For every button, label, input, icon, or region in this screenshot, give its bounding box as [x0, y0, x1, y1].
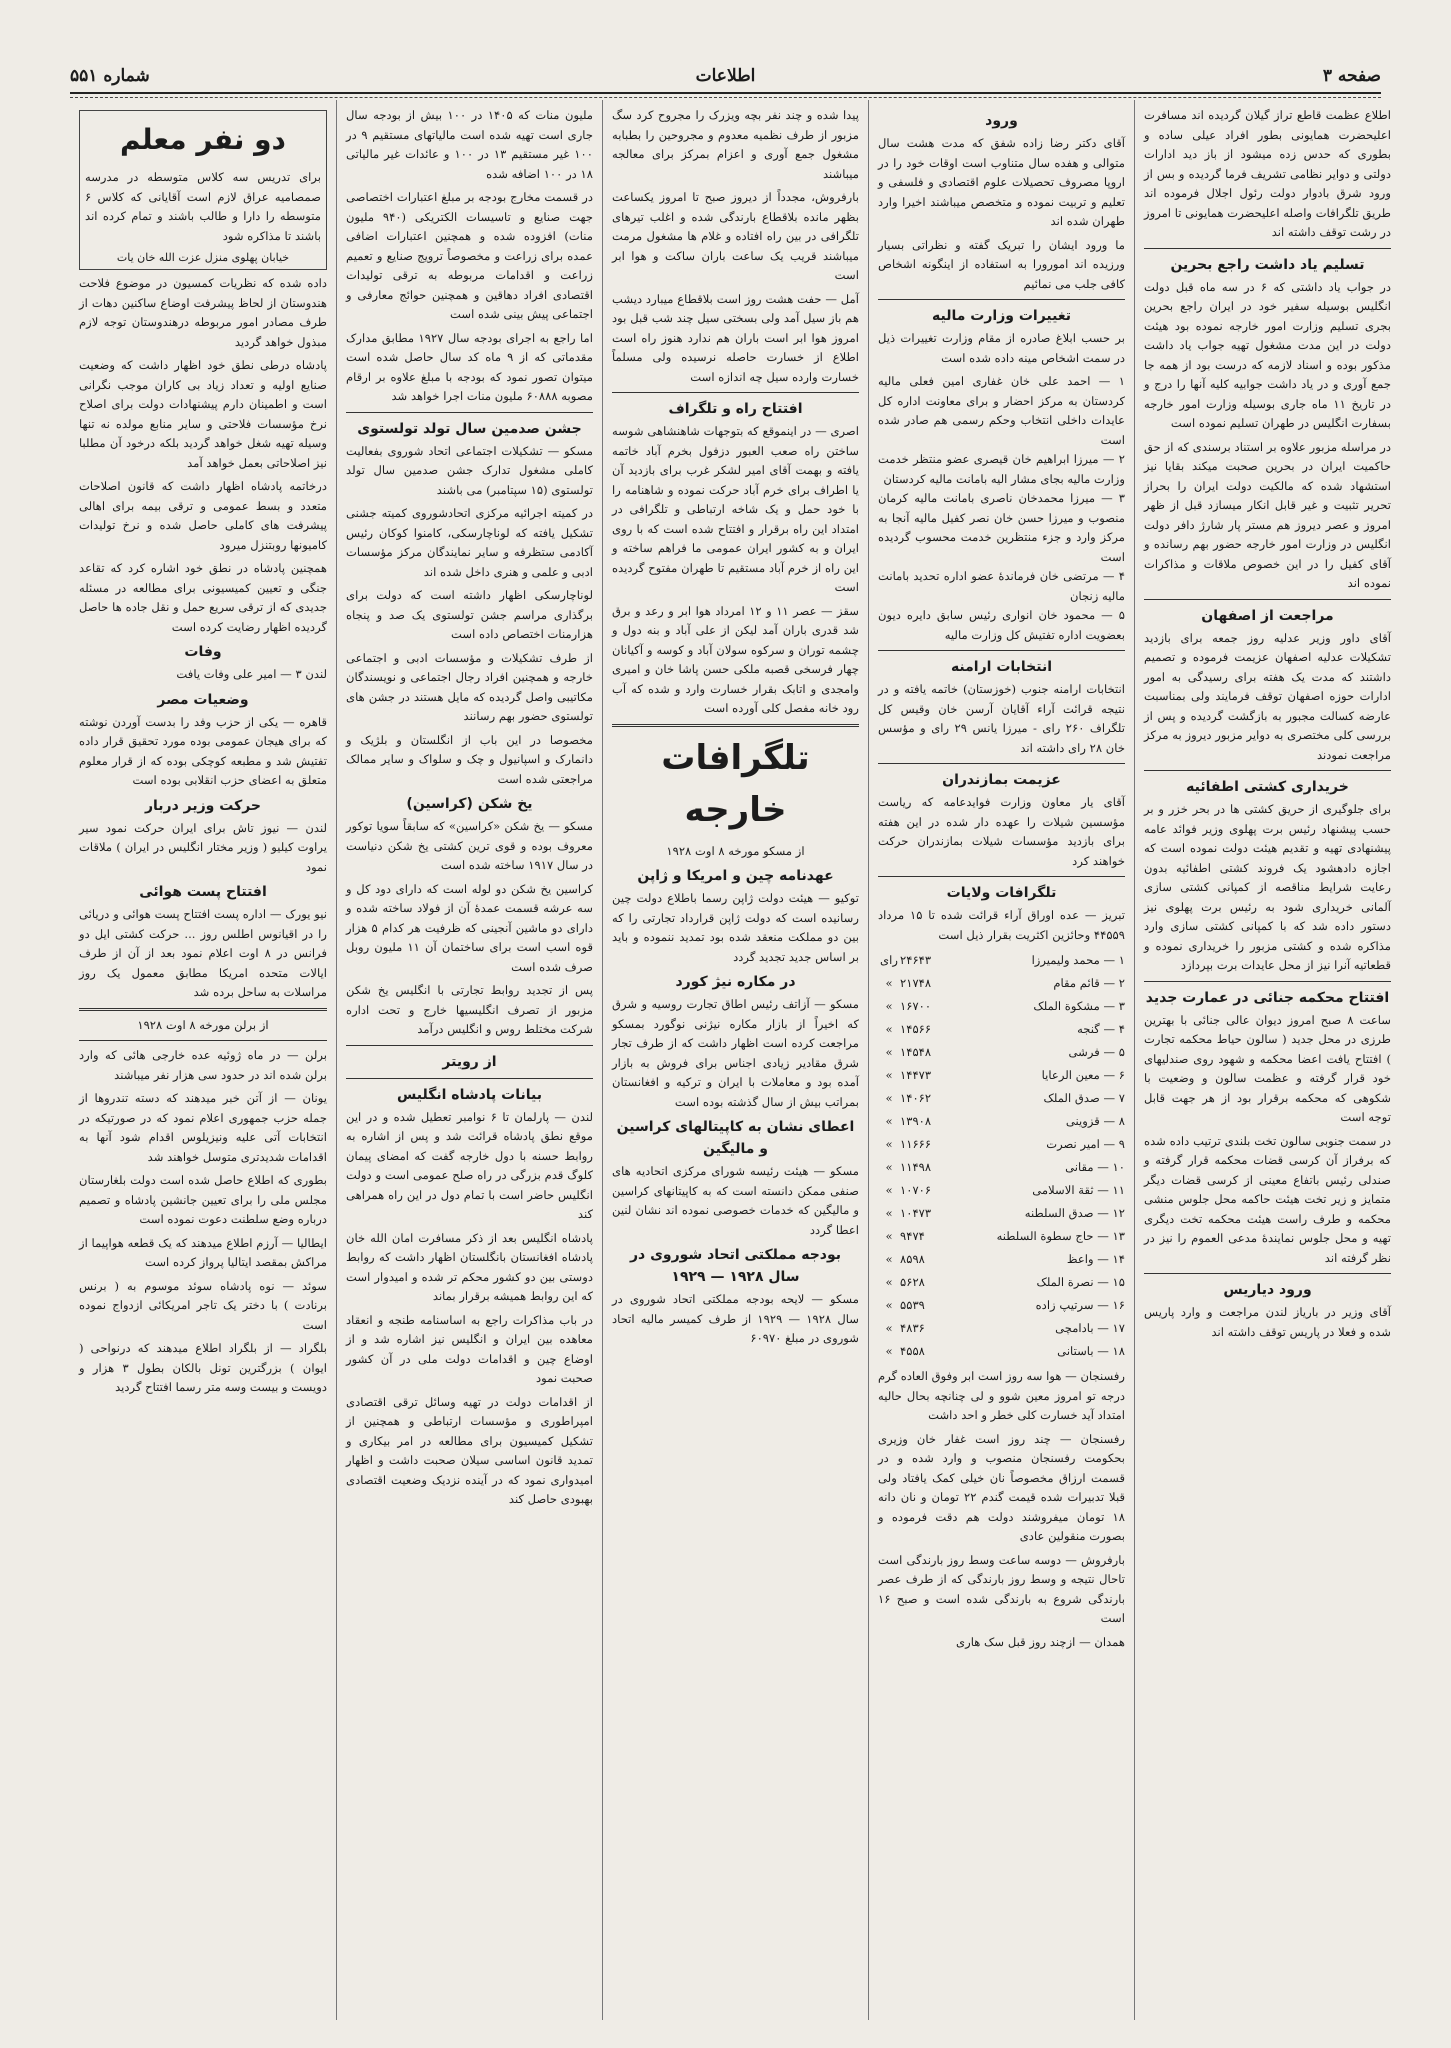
article-finance: بر حسب ابلاغ صادره از مقام وزارت تغییرات ذیل در سمت اشخاص مینه داده شده است: [878, 331, 1125, 365]
article-kings-speech-4: از اقدامات دولت در تهیه وسائل ترقی اقتصادی امپراطوری و مؤسسات ارتباطی و همچنین از تشکیل کمیسیون برای مطالعه در امر بیکاری و تمدید قانون اساسی سیلان صحبت داشت و اظهار امیدواری نمود که در آینده نزدیک وضعیت اقتصادی بهبودی حاصل کند: [346, 1394, 593, 1506]
vote-unit: »: [885, 1160, 893, 1174]
vote-count: ۵۵۳۹: [900, 1298, 925, 1312]
candidate-name: ۵ — فرشی: [1068, 1045, 1125, 1059]
article-tolstoy-2: در کمیته اجرائیه مرکزی اتحادشوروی کمیته جشنی تشکیل یافته که لوناچارسکی، کامنوا کوکان رئیس آکادمی ستظرفه و سایر نمایندگان مرکز مؤسسات ادبی و علمی و هنری داخل شده اند: [346, 506, 593, 579]
vote-count: ۱۳۹۰۸: [900, 1114, 932, 1128]
article-main-2: پادشاه درطی نطق خود اظهار داشت که وضعیت صنایع اولیه و تعداد زیاد بی کاران موجب نگرانی است و اطمینان دارم پیشنهادات دولت برای اصلاح نرخ مؤسسات فلاحتی و سایر منابع مولده نه تنها وسیله تهیه شغل خواهد گردید بلکه درخود آن مطلبا نیز اصلاحاتی بعمل خواهد آمد: [79, 358, 327, 470]
vote-row: [878, 1317, 1125, 1340]
votes-list: [878, 949, 1125, 1363]
headline-isfahan: مراجعت از اصفهان: [1201, 607, 1334, 624]
headline-wafat: وفات: [184, 644, 222, 660]
candidate-name: ۳ — مشکوة الملک: [1033, 999, 1125, 1013]
vote-unit: »: [885, 1321, 893, 1335]
candidate-name: ۱۲ — صدق السلطنه: [1024, 1206, 1125, 1220]
vote-row: [878, 1294, 1125, 1317]
article-bahrain: در جواب یاد داشتی که ۶ در سه ماه قبل دولت انگلیس بوسیله سفیر خود در ایران راجع بحرین بجری تسلیم وزارت امور خارجه نموده بود هیئت دولت در این مدت مشغول تهیه جواب یاد داشت مذکور بوده و اسناد لازمه که درست بود از همه جا جمع آوری و در یاد داشت جوابیه کلیه آنها را درج و در تاریخ ۱۱ ماه جاری بوسیله وزارت امور خارجه بسفارت انگلیس در طهران تسلیم نموده است: [1144, 279, 1392, 430]
headline-teachers: دو نفر معلم: [120, 123, 286, 156]
divider: [79, 1040, 327, 1041]
article-bahrain-2: در مراسله مزبور علاوه بر استناد برسندی که از حق حاکمیت ایران در بحرین صحبت میکند بقایا نیز استشهاد شده که مالکیت دولت ایران را بحراز تحریر تثبیت و غیر قابل انکار میسازد قبل از ظهر امروز و عصر دیروز هم مستر پار شارژ دافر دولت انگلیس در وزارت امور خارجه حضور بهم رسانده و آقای کفیل را در این خصوص ملاقات و مذاکرات نموده اند: [1144, 439, 1391, 590]
candidate-name: ۱۰ — مقانی: [1065, 1160, 1125, 1174]
headline-telegrams: تلگرافات ولایات: [946, 885, 1057, 901]
article-intro: اطلاع عظمت قاطع تراز گیلان گردیده اند مسافرت اعلیحضرت همایونی بطور افراد عیلی ساده و بطوری که حدس زده میشود از باز دید ادارات دولتی و دوایر نظامی تشریف فرما گردیده و بس از ورود شرق بادوار دولت رئول اجلال فرموده اند طریق تلگرافات واصله اعلیحضرت همایونی تا امروز در رشت توقف داشته اند: [1144, 108, 1391, 239]
divider: [1144, 981, 1391, 982]
candidate-name: ۱۵ — نصرة الملک: [1036, 1275, 1125, 1289]
vote-unit: »: [885, 1068, 893, 1082]
divider: [878, 650, 1125, 651]
vote-row: [878, 1340, 1125, 1363]
vote-count: ۵۶۲۸: [900, 1275, 925, 1289]
article-budget: مسکو — لایحه بودجه مملکتی اتحاد شوروی در سال ۱۹۲۸ — ۱۹۲۹ از طرف کمیسر مالیه اتحاد شوروی در مبلغ ۶۰۹۷۰: [612, 1292, 860, 1345]
headline-treaty: عهدنامه چین و امریکا و ژاپن: [637, 868, 834, 884]
divider: [612, 724, 859, 727]
headline-medals: اعطای نشان به کاپیتالهای کراسین و مالیگین: [616, 1119, 855, 1157]
divider: [346, 1078, 593, 1079]
vote-count: ۱۶۷۰۰: [900, 999, 932, 1013]
vote-count: ۱۴۴۷۳: [900, 1068, 932, 1082]
article-main-3: درخاتمه پادشاه اظهار داشت که قانون اصلاحات متعدد و بسط عمومی و ترقی بیمه برای اهالی پیشرفت های کاملی حاصل شده و نرخ تولیدات کامیونها روبتنزل میرود: [79, 479, 327, 552]
headline-armenian: انتخابات ارامنه: [950, 659, 1053, 675]
vote-unit: »: [885, 1252, 893, 1266]
candidate-name: ۴ — گنجه: [1077, 1022, 1125, 1036]
headline-finance: تغییرات وزارت مالیه: [932, 308, 1071, 324]
vote-unit: »: [885, 1091, 893, 1105]
candidate-name: ۱۱ — ثقة الاسلامی: [1032, 1183, 1125, 1197]
vote-row: [878, 1064, 1125, 1087]
ad-teachers-address: خیابان پهلوی منزل عزت الله خان یات: [116, 251, 290, 264]
headline-fair: در مکاره نیژ کورد: [675, 974, 796, 990]
vote-unit: »: [885, 1022, 893, 1036]
divider: [1144, 248, 1391, 249]
vote-unit: »: [885, 1229, 893, 1243]
vote-unit: »: [885, 1344, 893, 1358]
vote-count: ۱۱۴۹۸: [900, 1160, 932, 1174]
divider: [878, 763, 1125, 764]
vote-row: [878, 1179, 1125, 1202]
headline-arrival: ورود: [985, 113, 1018, 129]
page-label: صفحه ۳: [1322, 66, 1381, 86]
vote-row: [878, 972, 1125, 995]
article-fair: مسکو — آزاتف رئیس اطاق تجارت روسیه و شرق که اخیراً از بازار مکاره نیژنی نوگورد بمسکو مراجعت کرده است اظهار داشت که از طرف تجار شرق مقادیر زیادی اجناس برای فروش به بازار آمده بود و معاملات با ایران و ترکیه و افغانستان بمراتب بیش از سال گذشته بوده است: [612, 997, 859, 1109]
issue-number: شماره ۵۵۱: [70, 66, 150, 86]
article-berlin: برلن — در ماه ژوئیه عده خارجی هائی که وارد برلن شده اند در حدود سی هزار نفر میباشند: [79, 1048, 327, 1082]
headline-steamer: خریداری کشتی اطفائیه: [1186, 779, 1349, 795]
headline-budget: بودجه مملکتی اتحاد شوروی در سال ۱۹۲۸ — ۱۹۲۹: [629, 1247, 842, 1285]
vote-row: [878, 1133, 1125, 1156]
article-hamedan: همدان — ازچند روز قبل سک هاری: [956, 1634, 1125, 1649]
vote-count: ۱۰۴۷۳: [900, 1206, 932, 1220]
divider: [878, 299, 1125, 300]
column-5: [70, 100, 336, 2020]
paper-name: اطلاعات: [695, 66, 756, 86]
candidate-name: ۱ — محمد ولیمیرزا: [1031, 953, 1125, 967]
masthead-rule: [70, 92, 1381, 98]
divider: [612, 392, 859, 393]
candidate-name: ۹ — امیر نصرت: [1046, 1137, 1125, 1151]
column-3: [602, 100, 868, 2020]
divider: [79, 1008, 327, 1011]
article-belgrade: بلگراد — از بلگراد اطلاع میدهند که درنواحی ( ایوان ) بزرگترین تونل بالکان بطول ۳ هزار و دویست و بیست وسه متر رسما افتتاح گردید: [79, 1341, 327, 1394]
article-kings-speech-2: پادشاه انگلیس بعد از ذکر مسافرت امان الله خان پادشاه افغانستان بانگلستان اظهار داشت که روابط دوستی بین دو کشور محکم تر شده و امیدوار است که این روابط همیشه برقرار بماند: [346, 1230, 593, 1303]
vote-count: ۹۴۷۴: [900, 1229, 925, 1243]
headline-foreign-telegrams: تلگرافات خارجه: [661, 737, 810, 830]
article-court: ساعت ۸ صبح امروز دیوان عالی جنائی با بهترین طرزی در محل جدید ( سالون حیاط محکمه تجارت ) افتتاح یافت اعضا محکمه و شهود روی صندلیهای خود قرار گرفته و عظمت سالون و وضعیت با شکوهی که محکمه برقرار بود از هر جهت قابل توجه است: [1144, 1012, 1391, 1124]
candidate-name: ۶ — معین الرعایا: [1041, 1068, 1125, 1082]
vote-unit: »: [885, 1298, 893, 1312]
vote-unit: رای: [880, 953, 898, 967]
headline-mazandaran: عزیمت بمازندران: [942, 772, 1061, 788]
columns: [70, 100, 1400, 2020]
advertisement-teachers: [79, 110, 327, 270]
candidate-name: ۱۸ — باستانی: [1057, 1344, 1125, 1358]
candidate-name: ۱۴ — واعظ: [1066, 1252, 1125, 1266]
vote-count: ۸۵۹۸: [900, 1252, 925, 1266]
article-amol: آمل — حفت هشت روز است بلاقطاع میبارد دیشب هم باز سیل آمد ولی بسختی سیل چند شب قبل بود امروز هوا ابر است باران هم ندارد هنوز راه است اطلاع از خسارت حاصله نرسیده ولی مسلماً خسارت وارده سیل چه اندازه است: [612, 291, 859, 384]
article-armenian: انتخابات ارامنه جنوب (خوزستان) خاتمه یافته و در نتیجه قرائت آراء آقایان آرسن خان وقیس کل تلگراف ۲۶۰ رای - میرزا یانس ۲۹ رای و مؤسس خان ۲۸ رای داشته اند: [878, 682, 1125, 755]
divider: [1144, 1273, 1391, 1274]
vote-count: ۲۴۶۴۳: [900, 953, 932, 967]
divider: [1144, 770, 1391, 771]
article-kings-speech: لندن — پارلمان تا ۶ نوامبر تعطیل شده و در این موقع نطق پادشاه قرائت شد و پس از اشاره به روابط حسنه با دول خارجه گفت که امضای پیمان کلوگ قدم بزرگی در راه صلح عمومی است و دولت انگلیس حاضر است با تمام دول در این راه همراهی کند: [346, 1109, 593, 1221]
dateline-berlin: از برلن مورخه ۸ اوت ۱۹۲۸: [137, 1017, 269, 1032]
headline-egypt: وضعیات مصر: [157, 691, 249, 708]
candidate-name: ۷ — صدق الملک: [1043, 1091, 1125, 1105]
vote-row: [878, 995, 1125, 1018]
headline-court: افتتاح محکمه جنائی در عمارت جدید: [1145, 989, 1390, 1006]
article-icebreaker-3: پس از تجدید روابط تجارتی با انگلیس یخ شکن مزبور از تصرف انگلیسیها خارج و تحت اداره شرکت مختلط روس و انگلیس درآمد: [346, 983, 593, 1036]
vote-count: ۴۸۳۶: [900, 1321, 925, 1335]
vote-unit: »: [885, 1275, 893, 1289]
vote-row: [878, 1202, 1125, 1225]
article-tolstoy-3: لوناچارسکی اظهار داشته است که دولت برای برگذاری مراسم جشن تولستوی یک صد و پنجاه هزارمنات اختصاص داده است: [346, 588, 593, 641]
article-finance-items: ۱ — احمد علی خان غفاری امین فعلی مالیه کردستان به مرکز احضار و برای معاونت اداره کل عایدات داخلی انتخاب وحکم رسمی هم صادر شده است ۲ — میرزا ابراهیم خان قیصری عضو منتظر خدمت وزارت مالیه بجای مشار الیه بامانت مالیه کردستان ۳ — میرزا محمدخان ناصری بامانت مالیه کرمان منصوب و میرزا حسن خان نصر کفیل مالیه آنجا به مرکز وارد و جزء منتظرین خدمت محسوب گردیده است ۴ — مرتضی خان فرماندهٔ عضو اداره تحدید بامانت مالیه زنجان ۵ — محمود خان انواری رئیس سابق دایره دیون بعضویت اداره تفتیش کل وزارت مالیه: [878, 374, 1125, 642]
article-isfahan: آقای داور وزیر عدلیه روز جمعه برای بازدید تشکیلات عدلیه اصفهان عزیمت فرموده و تصمیم داشتند که مدت یک هفته برای رسیدگی به امور ادارات حوزه اصفهان توقف فرمایند ولی بمناسبت عارضه کسالت مجبور به بازگشت گردیده و پس از بررسی کلی مختصری به دوایر مزبور دیروز به مرکز مراجعت نمودند: [1144, 630, 1391, 762]
article-sweden: سوئد — نوه پادشاه سوئد موسوم به ( برنس برنادت ) با دختر یک تاجر امریکائی ازدواج نموده است: [79, 1278, 327, 1332]
vote-unit: »: [885, 976, 893, 990]
vote-count: ۲۱۷۴۸: [900, 976, 932, 990]
vote-row: [878, 1271, 1125, 1294]
vote-count: ۱۴۰۶۲: [900, 1091, 932, 1105]
article-rafsanjan-2: رفسنجان — چند روز است غفار خان وزیری بحکومت رفسنجان منصوب و وارد شده و در قسمت ارزاق مخصوصاً نان خیلی کمک یافتاد ولی قبلا تدبیرات شده قیمت گندم ۲۲ تومان و نان دانه ۱۸ تومان میفروشند دولت هم دقت فرموده و بصورت منقولین عادی: [878, 1431, 1125, 1543]
article-vizier: لندن — نیوز تاش برای ایران حرکت نمود سیر یراوت کیلیو ( وزیر مختار انگلیس در ایران ) ملاقات نمود: [79, 820, 327, 874]
article-airmail: نیو یورک — اداره پست افتتاح پست هوائی و دریائی را در اقیانوس اطلس روز ... حرکت کشتی ایل دو فرانس در ۸ اوت اعلام نمود بعد از آن از طرف ایالات متحده امریکا مطابق معمول یک روز مراسلات به ساحل برده شد: [79, 907, 327, 999]
article-medals: مسکو — هیئت رئیسه شورای مرکزی اتحادیه های صنفی ممکن دانسته است که به کاپیتانهای کراسین و مالیگین که خدمات خصوصی نموده اند نشان لنین اعطا گردد: [612, 1164, 859, 1237]
article-bulgaria: بطوری که اطلاع حاصل شده است دولت بلغارستان مجلس ملی را برای تعیین جانشین پادشاه و تصمیم درباره وضع سلطنت دعوت نموده است: [79, 1173, 327, 1226]
column-4: [336, 100, 602, 2020]
vote-unit: »: [885, 1206, 893, 1220]
ad-teachers-text: برای تدریس سه کلاس متوسطه در مدرسه صمصامیه عراق لازم است آقایانی که کلاس ۶ متوسطه را دارا و طالب باشند و تمام کرده اند باشند تا مذاکره شود: [85, 170, 321, 243]
vote-count: ۴۵۵۸: [900, 1344, 925, 1358]
candidate-name: ۸ — قزوینی: [1065, 1114, 1125, 1128]
article-italy: ایطالیا — آرزم اطلاع میدهند که یک قطعه هواپیما از مراکش بمقصد ایتالیا پرواز کرده است: [79, 1235, 327, 1269]
divider: [1144, 599, 1391, 600]
article-rafsanjan: رفسنجان — هوا سه روز است ابر وفوق العاده گرم درجه تو امروز معین شوو و لی چنانچه بحال حالیه امتداد آید خسارت کلی خطر و احد داشت: [878, 1369, 1125, 1422]
article-budget-3: اما راجع به اجرای بودجه سال ۱۹۲۷ مطابق مدارک مقدماتی که از ۹ ماه کد سال حاصل شده است میتوان تصور نمود که بودجه با مبلغ علاوه بر ارقام مصوبه ۶۰۸۸۸ ملیون منات اجرا خواهد شد: [346, 330, 593, 403]
article-visitor: آقای وزیر در باریاز لندن مراجعت و وارد پاریس شده و فعلا در پاریس توقف داشته اند: [1144, 1305, 1391, 1339]
article-court-2: در سمت جنوبی سالون تخت بلندی ترتیب داده شده که برفراز آن کرسی قضات محکمه قرار گرفته و صندلی رئیس باتفاع معینی از کرسی قضات دیگر متمایز و زیر تخت هیئت حاکمه محل جلوس منشی محکمه و طرف راست هیئت محکمه تخت دیگری تهیه و محل جلوس نمایندهٔ مدعی العموم را نیز در نظر گرفته اند: [1144, 1133, 1391, 1265]
article-main: داده شده که نظریات کمسیون در موضوع فلاحت هندوستان از لحاظ پیشرفت اوضاع ساکنین دهات از طرف مصادر امور مربوطه درهندوستان توجه لازم مبذول خواهد گردید: [79, 276, 327, 349]
vote-row: [878, 1018, 1125, 1041]
divider: [346, 412, 593, 413]
article-arrival-2: ما ورود ایشان را تبریک گفته و نظراتی بسیار ورزیده اند امورورا به استفاده از اینگونه اشخاص کافی جلب می نمائیم: [878, 237, 1125, 291]
article-greece: یونان — از آتن خبر میدهند که دسته تندروها از جمله حزب جمهوری اعلام نمود که در صورتیکه در انتخابات آتی علیه ونیزیلوس اقدام شود آنها به اقدامات شدیدتری متوسل خواهند شد: [79, 1091, 327, 1164]
vote-row: [878, 1041, 1125, 1064]
vote-row: [878, 1110, 1125, 1133]
vote-row: [878, 1087, 1125, 1110]
candidate-name: ۱۷ — بادامچی: [1055, 1321, 1125, 1335]
article-barforush: بارفروش، مجدداً از دیروز صبح تا امروز یکساعت بظهر مانده بلاقطاع بارندگی شده و اغلب تیرهای تلگرافی در بین راه افتاده و غلام ها مشغول مرمت میباشند قریب یک ساعت باران ساکت و هوا ابر است: [612, 190, 859, 282]
article-arrival: آقای دکتر رضا زاده شفق که مدت هشت سال متوالی و هفده سال متناوب است اوقات خود را در اروپا مصروف تحصیلات علوم اقتصادی و فلسفی و تعلیم و تربیت نموده و متخصص میباشند اخیرا وارد طهران شده اند: [878, 136, 1125, 228]
headline-kings-speech: بیانات پادشاه انگلیس: [397, 1086, 542, 1103]
vote-row: [878, 949, 1125, 972]
vote-unit: »: [885, 1114, 893, 1128]
headline-reuter: از رویتر: [442, 1053, 497, 1070]
vote-unit: »: [885, 1045, 893, 1059]
headline-icebreaker: یخ شکن (کراسین): [406, 796, 533, 812]
article-tolstoy: مسکو — تشکیلات اجتماعی اتحاد شوروی بفعالیت کاملی مشغول تدارک جشن صدمین سال تولد تولستوی (۱۵ سپتامبر) می باشند: [346, 443, 593, 497]
vote-count: ۱۰۷۰۶: [900, 1183, 932, 1197]
article-roads: اصری — در اینموقع که بتوجهات شاهنشاهی شوسه ساختن راه صعب العبور دزفول بخرم آباد خاتمه یافته و بهمت آقای امیر لشکر غرب برای بازدید آن یا اطراف برای خرم آباد حرکت نموده و شاهنامه را با خود حمل و یک شاخه ارتباطی و تلگرافی در امتداد این راه برقرار و افتتاح شده است که با روی ایران و به کشور ایران عمومی ما فراهم ساخته و این راه از خرم آباد مستقیم تا طهران مفتوح گردیده است: [612, 424, 859, 594]
article-intro: پیدا شده و چند نفر بچه ویزرک را مجروح کرد سگ مزبور از طرف نظمیه معدوم و مجروحین را بطبابه مشغول جمع آوری و اعزام بمرکز برای معالجه میباشند: [612, 108, 859, 181]
article-tolstoy-4: از طرف تشکیلات و مؤسسات ادبی و اجتماعی خارجه و همچنین افراد رجال اجتماعی و نویسندگان مکاتیبی واصل گردیده که مایل هستند در جشن های تولستوی حضور بهم رسانند: [346, 650, 593, 723]
vote-unit: »: [885, 1137, 893, 1151]
vote-row: [878, 1225, 1125, 1248]
column-1: [1134, 100, 1400, 2020]
article-barforush: بارفروش — دوسه ساعت وسط روز بارندگی است تاحال نتیجه و وسط روز بارندگی که از طرف عصر بارندگی شروع به بارندگی شده است و صبح ۱۶ است: [878, 1552, 1125, 1625]
masthead: [70, 60, 1381, 92]
vote-count: ۱۱۶۶۶: [900, 1137, 932, 1151]
article-mazandaran: آقای یار معاون وزارت فوایدعامه که ریاست مؤسسین شیلات را عهده دار شده در این هفته برای بازدید مؤسسات شیلات بمازندران حرکت خواهند کرد: [878, 795, 1125, 868]
headline-bahrain: تسلیم یاد داشت راجع بحرین: [1170, 256, 1365, 273]
article-kings-speech-3: در باب مذاکرات راجع به اساسنامه طنجه و انعقاد معاهده بین ایران و انگلیس نیز اشاره شد و از اوضاع چین و اقدامات دولت ملی در آن کشور صحبت نمود: [346, 1312, 593, 1385]
article-treaty: توکیو — هیئت دولت ژاپن رسما باطلاع دولت چین رسانیده است که دولت ژاپن قرارداد تجارتی را که بین دو مملکت منعقد شده بود تمدید ننموده و باید بر اساس جدید تجدید گردد: [612, 891, 859, 964]
vote-unit: »: [885, 999, 893, 1013]
article-tolstoy-5: مخصوصا در این باب از انگلستان و بلژیک و دانمارک و اسپانیول و چک و سلواک و سایر ممالک مراجعتی شده است: [346, 732, 593, 786]
headline-tolstoy: جشن صدمین سال تولد تولستوی: [357, 420, 582, 437]
article-wafat: لندن ۳ — امیر علی وفات یافت: [176, 667, 327, 681]
vote-count: ۱۴۵۶۶: [900, 1022, 932, 1036]
divider: [346, 1045, 593, 1046]
candidate-name: ۲ — قائم مقام: [1053, 976, 1125, 990]
headline-visitor: ورود دیاریس: [1223, 1282, 1312, 1298]
article-icebreaker: مسکو — یخ شکن «کراسین» که سابقاً سویا توکور معروف بوده و قوی ترین کشتی یخ شکن دنیاست در سال ۱۹۱۷ ساخته شده است: [346, 819, 593, 872]
article-steamer: برای جلوگیری از حریق کشتی ها در بحر خزر و بر حسب پیشنهاد رئیس برت پهلوی وزیر فوائد عامه پیشنهادی تهیه و تقدیم هیئت دولت نموده است که اجازه دادهشود یک فروند کشتی اطفائیه بدون رعایت شرایط مناقصه از کمپانی کشتی سازی آلمانی خریداری شود به رئیس برت پهلوی نیز دستور داده شد که با کمپانی کشتی سازی وارد مذاکره شده و کشتی مزبور را خریداری نموده و قطعاتیه آنرا نیز از محل عایدات برت بپردازد: [1144, 802, 1391, 972]
vote-row: [878, 1156, 1125, 1179]
column-2: [868, 100, 1134, 2020]
vote-count: ۱۴۵۴۸: [900, 1045, 932, 1059]
candidate-name: ۱۶ — سرتیپ زاده: [1035, 1298, 1125, 1312]
headline-airmail: افتتاح پست هوائی: [139, 884, 267, 900]
headline-roads: افتتاح راه و تلگراف: [668, 401, 803, 417]
article-budget-2: در قسمت مخارج بودجه بر مبلغ اعتبارات اختصاصی جهت صنایع و تاسیسات الکتریکی (۹۴۰ ملیون منات) افزوده شده و همچنین اعتبارات اضافی عمده برای زراعت و مخصوصاً ترویج صنایع و تعمیم زراعت و اقدامات مربوطه به ترقی تولیدات اقتصادی افراد دهاقین و همچنین حوائج معارفی و اجتماعی پیش بینی شده است: [346, 190, 593, 321]
article-tabriz: تبریز — عده اوراق آراء قرائت شده تا ۱۵ مرداد ۴۴۵۵۹ وحائزین اکثریت بقرار ذیل است: [878, 908, 1125, 942]
divider: [878, 876, 1125, 877]
headline-vizier: حرکت وزیر دربار: [144, 797, 262, 814]
article-saqqez: سقز — عصر ۱۱ و ۱۲ امرداد هوا ابر و رعد و برق شد قدری باران آمد لیکن از علی آباد و بنه دول و چشمه توران و سرکوه سولان آباد و کوسه و آکیانان چهار فرسخی قصبه ملکی حسن پاشا خان و امیری وامجدی و اتابک بقرار خسارت وارد و شده که آب رود خانه مفصل کلی آورده است: [612, 603, 859, 715]
candidate-name: ۱۳ — حاج سطوة السلطنه: [996, 1229, 1125, 1243]
article-main-4: همچنین پادشاه در نطق خود اشاره کرد که تقاعد جنگی و تعیین کمیسیونی برای مطالعه در مسئله جدیدی که از ترقی سریع حمل و نقل جاده ها حاصل گردیده اظهار رضایت کرده است: [79, 561, 327, 634]
vote-unit: »: [885, 1183, 893, 1197]
dateline-moscow: از مسکو مورخه ۸ اوت ۱۹۲۸: [666, 843, 805, 858]
vote-row: [878, 1248, 1125, 1271]
article-budget-cont: ملیون منات که ۱۴۰۵ در ۱۰۰ بیش از بودجه سال جاری است تهیه شده است مالیاتهای مستقیم ۹ در ۱۰۰ غیر مستقیم ۱۳ در ۱۰۰ و عائدات غیر مالیاتی ۱۸ در ۱۰۰ اضافه شده: [346, 108, 593, 181]
article-icebreaker-2: کراسین یخ شکن دو لوله است که دارای دود کل و سه عرشه قسمت عمدهٔ آن از فولاد ساخته شده و دارای دو ماشین آنجینی که ظرفیت هر کدام ۵ هزار قوه اسب است برای ساختمان آن ۱۱ ملیون روبل صرف شده است: [346, 881, 593, 974]
article-egypt: قاهره — یکی از حزب وفد را بدست آوردن نوشته که برای هیجان عمومی بوده مورد تحقیق قرار داده تفتیش شد و مطبعه کوچکی بوده که از قرار معلوم متعلق به اعضای حزب انقلابی بوده است: [79, 714, 327, 787]
